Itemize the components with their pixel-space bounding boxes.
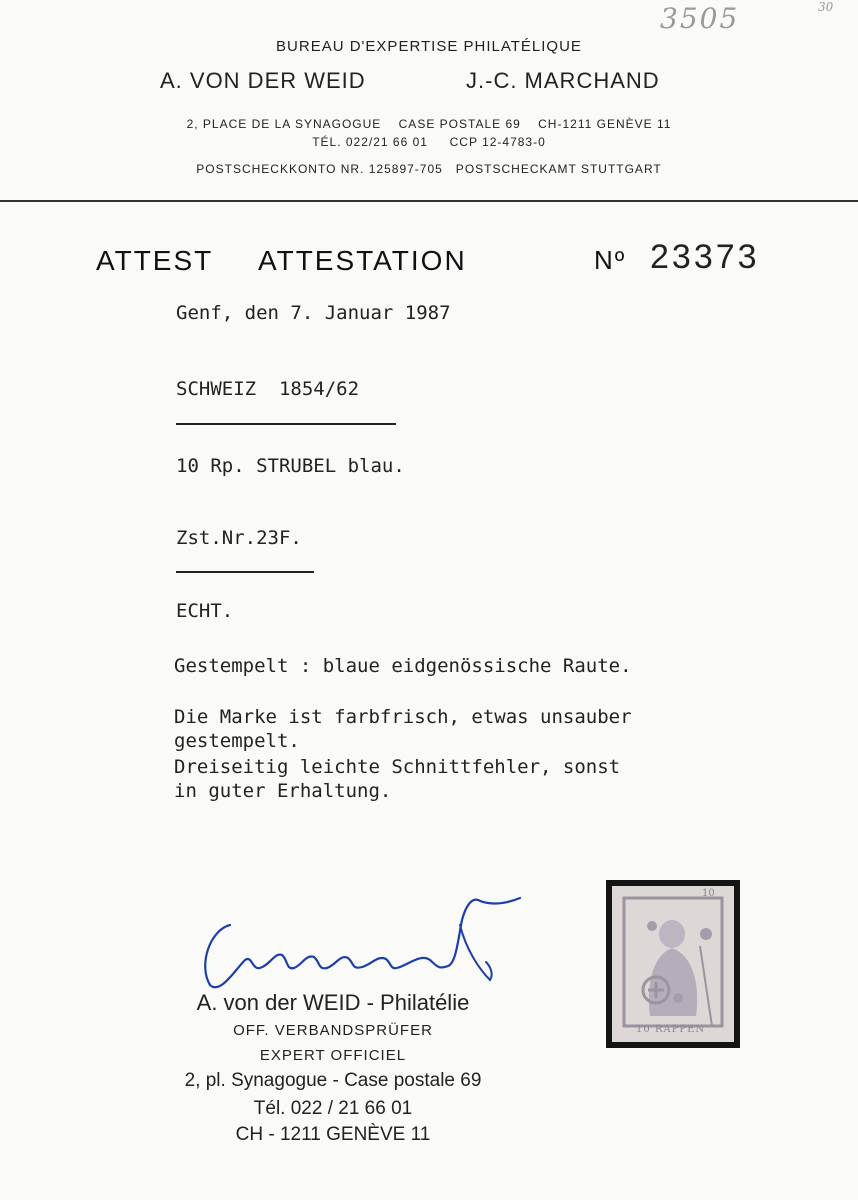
stamp-value-label: 10 RAPPEN — [636, 1024, 706, 1035]
divider-2 — [176, 571, 314, 573]
genuine-verdict: ECHT. — [176, 600, 234, 622]
expert-stamp-line-5: CH - 1211 GENÈVE 11 — [235, 1124, 431, 1145]
catalog-number: Zst.Nr.23F. — [176, 527, 302, 549]
attest-title: ATTEST — [96, 245, 214, 276]
bureau-bank-account: POSTSCHECKKONTO NR. 125897-705 POSTSCHECKAMT STUTTGART — [196, 162, 662, 176]
country-years: SCHWEIZ 1854/62 — [176, 378, 360, 400]
attestation-title: ATTESTATION — [258, 245, 467, 276]
cancellation-text: Gestempelt : blaue eidgenössische Raute. — [174, 655, 632, 677]
bureau-phone: TÉL. 022/21 66 01 CCP 12-4783-0 — [312, 135, 546, 149]
handwritten-signature — [190, 870, 530, 1000]
condition-line-3: Dreiseitig leichte Schnittfehler, sonst — [174, 756, 621, 778]
handwritten-reference: 3505 — [660, 2, 740, 35]
handwritten-corner-note: 30 — [818, 0, 834, 14]
condition-line-1: Die Marke ist farbfrisch, etwas unsauber — [174, 706, 632, 728]
stamp-value-number: 10 — [702, 888, 715, 899]
certificate-number: 23373 — [650, 238, 760, 276]
postage-stamp-photo — [606, 880, 740, 1048]
postage-stamp — [612, 886, 734, 1042]
expert-name-1: A. VON DER WEID — [160, 68, 366, 93]
bureau-title: BUREAU D'EXPERTISE PHILATÉLIQUE — [276, 38, 582, 55]
certificate-number-label: Nº — [594, 245, 627, 275]
expert-stamp-line-1: OFF. VERBANDSPRÜFER — [233, 1022, 433, 1039]
expert-stamp-line-2: EXPERT OFFICIEL — [259, 1047, 407, 1064]
divider-1 — [176, 423, 396, 425]
header-divider — [0, 200, 858, 202]
expert-stamp-line-3: 2, pl. Synagogue - Case postale 69 — [184, 1070, 482, 1091]
stamp-description: 10 Rp. STRUBEL blau. — [176, 455, 405, 477]
expert-stamp-name: A. von der WEID - Philatélie — [196, 990, 470, 1015]
bureau-address: 2, PLACE DE LA SYNAGOGUE CASE POSTALE 69 CH-1211 GENÈVE 11 — [186, 117, 672, 131]
condition-line-2: gestempelt. — [174, 730, 300, 752]
condition-line-4: in guter Erhaltung. — [174, 780, 392, 802]
expert-name-2: J.-C. MARCHAND — [466, 68, 660, 93]
expert-stamp-line-4: Tél. 022 / 21 66 01 — [253, 1098, 413, 1119]
issue-date: Genf, den 7. Januar 1987 — [176, 302, 451, 324]
helvetia-figure-icon — [612, 886, 734, 1042]
